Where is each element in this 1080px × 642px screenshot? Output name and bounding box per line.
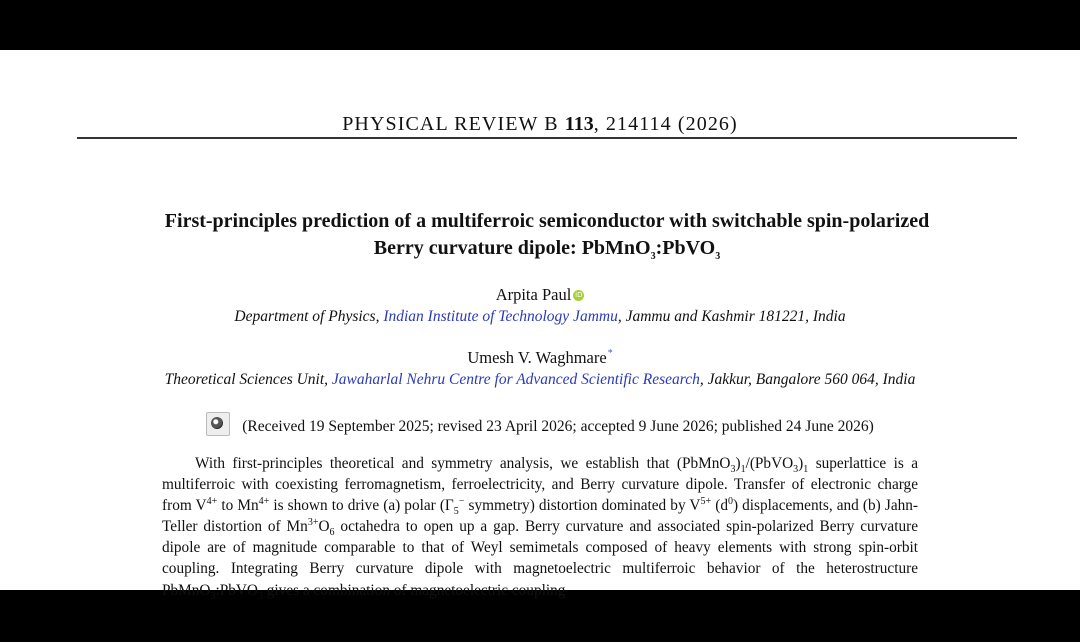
corresponding-author-mark[interactable]: *	[607, 348, 613, 359]
paper-page	[0, 50, 1080, 602]
header-rule	[77, 137, 1017, 139]
publication-dates	[0, 412, 1080, 436]
affiliation-link[interactable]: Indian Institute of Technology Jammu	[383, 308, 618, 325]
journal-article: , 214114 (2026)	[593, 113, 738, 135]
journal-header	[0, 113, 1080, 136]
affiliation-1: Department of Physics, Indian Institute of Technology Jammu, Jammu and Kashmir 181221, India	[234, 308, 846, 325]
author-2	[0, 348, 1080, 368]
affiliation-link[interactable]: Jawaharlal Nehru Centre for Advanced Scientific Research	[331, 371, 700, 388]
crossmark-icon[interactable]	[206, 412, 230, 436]
abstract	[162, 453, 918, 601]
abstract-paragraph: With first-principles theoretical and symmetry analysis, we establish that $(PbMnO_3)_1/(PbVO_3)_1$ superlattice is a multiferroic with coexisting ferromagnetism, ferroelectricity, and Berry curvature dipole. Transfer of electronic charge from $V^{4+}$ to $Mn^{4+}$ is shown to drive (a) polar ($\Gamma_5^-$ symmetry) distortion dominated by $V^{5+}$ $(d^0)$ displacements, and (b) Jahn-Teller distortion of $Mn^{3+}O_6$ octahedra to open up a gap. Berry curvature and associated spin-polarized Berry curvature dipole are of magnitude comparable to that of Weyl semimetals composed of heavy elements with strong spin-orbit coupling. Integrating Berry curvature dipole with magnetoelectric multiferroic behavior of the heterostructure PbMnO$_3$:PbVO$_3$ gives a combination of magnetoelectric coupling	[162, 455, 918, 602]
affiliation-2: Theoretical Sciences Unit, Jawaharlal Nehru Centre for Advanced Scientific Research, Jakkur, Bangalore 560 064, India	[164, 371, 916, 388]
journal-name: PHYSICAL REVIEW B	[342, 113, 559, 135]
orcid-icon[interactable]: iD	[575, 291, 583, 299]
author-name: Umesh V. Waghmare	[467, 348, 607, 367]
author-1	[0, 285, 1080, 305]
title-line-1: First-principles prediction of a multiferroic semiconductor with switchable spin-polarized	[164, 210, 930, 232]
author-name: Arpita Paul	[495, 285, 572, 304]
dates-text: (Received 19 September 2025; revised 23 April 2026; accepted 9 June 2026; published 24 June 2026)	[242, 418, 874, 435]
title-line-2: Berry curvature dipole: PbMnO$_3$:PbVO$_3$	[373, 237, 721, 262]
journal-volume: 113	[564, 113, 594, 135]
paper-title	[80, 208, 1014, 262]
